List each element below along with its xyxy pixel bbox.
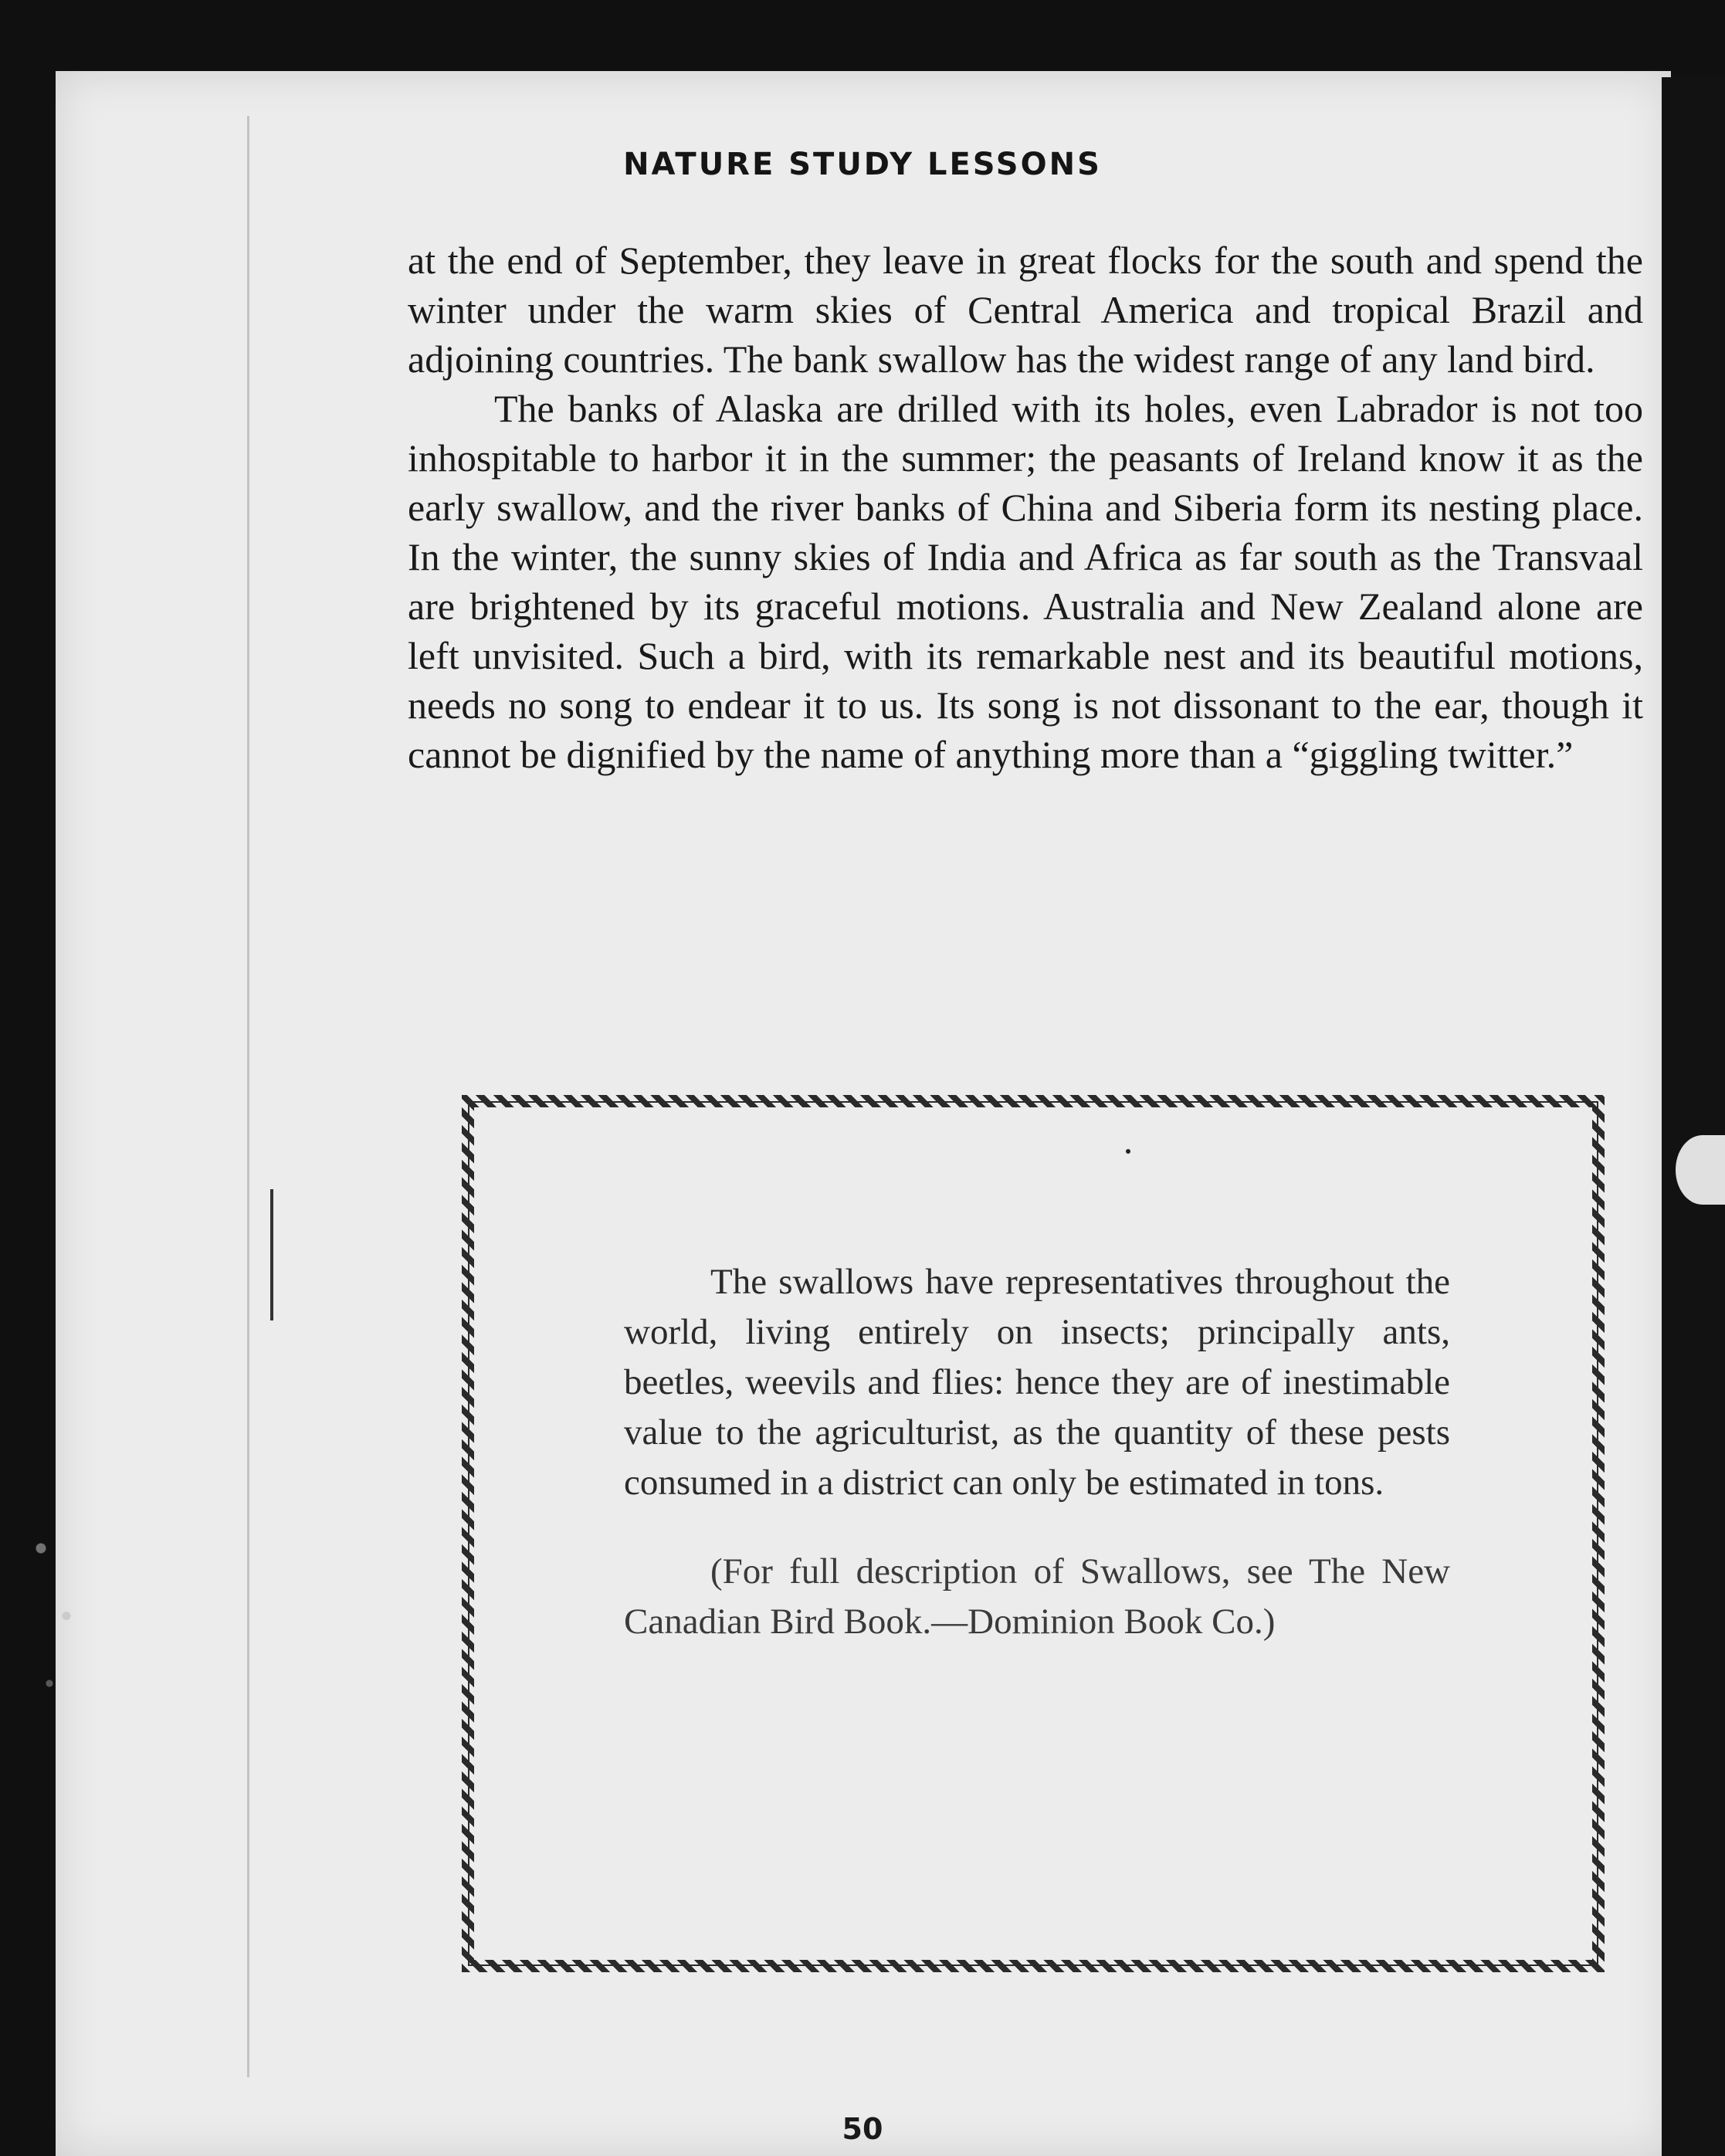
ink-dot (1126, 1149, 1130, 1154)
gutter-mark (270, 1189, 273, 1320)
sidebar-text (624, 1257, 1450, 1647)
page-number: 50 (842, 2112, 883, 2146)
sidebar-paragraph: The swallows have representatives throughout the world, living entirely on insects; principally ants, beetles, weevils and flies: hence they are of inestimable value to the agriculturist, as the quantity of these pests consumed in a district can only be estimated in tons. (624, 1262, 1450, 1503)
paragraph-bank-swallow-range: The banks of Alaska are drilled with its holes, even Labrador is not too inhospitable to harbor it in the summer; the peasants of Ireland know it as the early swallow, and the river banks of China and Siberia form its nesting place. In the winter, the sunny skies of India and Africa as far south as the Transvaal are brightened by its graceful motions. Australia and New Zealand alone are left unvisited. Such a bird, with its remarkable nest and its beautiful motions, needs no song to endear it to us. Its song is not dissonant to the ear, though it cannot be dignified by the name of anything more than a “giggling twitter.” (408, 387, 1643, 776)
page-edge-notch (1676, 1135, 1725, 1205)
gutter-fold-line (247, 116, 249, 2077)
right-page-edge (1662, 77, 1725, 2156)
ornamental-sidebar-box (462, 1095, 1605, 1972)
paragraph-continuation: at the end of September, they leave in great flocks for the south and spend the winter under the warm skies of Central America and tropical Brazil and adjoining countries. The bank swallow has the widest range of any land bird. (408, 239, 1643, 381)
sidebar-reference-note: (For full description of Swallows, see The New Canadian Bird Book.—Dominion Book Co.) (624, 1551, 1450, 1642)
body-text (408, 236, 1643, 779)
running-head: NATURE STUDY LESSONS (623, 147, 1102, 182)
scan-speckles (15, 1467, 100, 1737)
